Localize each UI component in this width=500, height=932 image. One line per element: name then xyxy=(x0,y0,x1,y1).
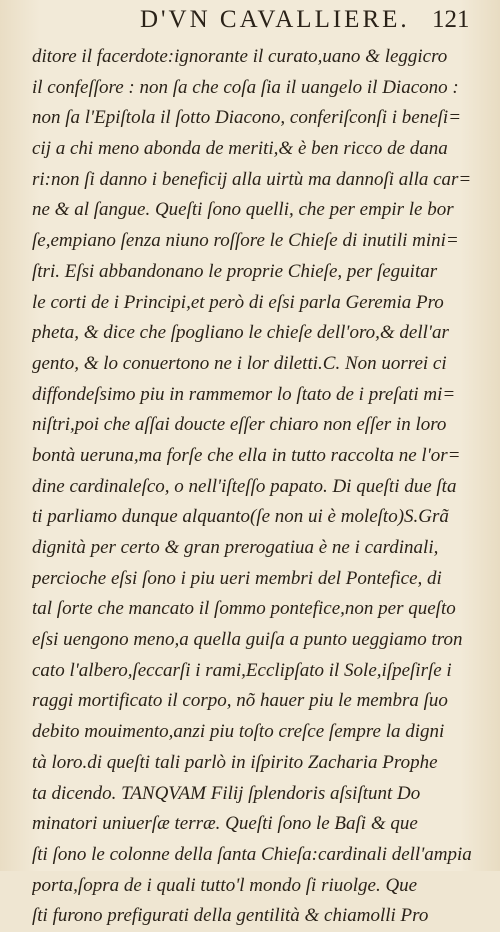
page-number: 121 xyxy=(432,6,470,33)
text-line: tà loro.di queſti tali parlò in iſpirito Zacharia Prophe xyxy=(32,751,438,773)
text-line: minatori uniuerſæ terræ. Queſti ſono le Baſi & que xyxy=(32,813,418,835)
text-line: tal ſorte che mancato il ſommo pontefice,non per queſto xyxy=(32,598,456,620)
text-line: gento, & lo conuertono ne i lor diletti.C. Non uorrei ci xyxy=(32,352,447,374)
text-line: debito mouimento,anzi piu toſto creſce ſempre la digni xyxy=(32,721,445,743)
text-line: ta dicendo. TANQVAM Filij ſplendoris aſsiſtunt Do xyxy=(32,782,421,804)
running-title: D'VN CAVALLIERE. xyxy=(140,6,410,33)
text-line: percioche eſsi ſono i piu ueri membri del Pontefice, di xyxy=(32,567,442,589)
text-line: porta,ſopra de i quali tutto'l mondo ſi riuolge. Que xyxy=(32,874,418,896)
text-line: niſtri,poi che aſſai doucte eſſer chiaro non eſſer in loro xyxy=(32,414,447,436)
page-header xyxy=(0,2,500,36)
text-line: ſtri. Eſsi abbandonano le proprie Chieſe, per ſeguitar xyxy=(32,260,438,282)
text-line: ti parliamo dunque alquanto(ſe non ui è moleſto)S.Grã xyxy=(32,506,449,528)
text-line: le corti de i Principi,et però di eſsi parla Geremia Pro xyxy=(32,291,444,313)
text-line: ne & al ſangue. Queſti ſono quelli, che per empir le bor xyxy=(32,199,454,221)
text-line: dignità per certo & gran prerogatiua è ne i cardinali, xyxy=(32,537,439,558)
text-line: ſe,empiano ſenza niuno roſſore le Chieſe di inutili mini= xyxy=(32,230,459,252)
text-line: il confeſſore : non ſa che coſa ſia il uangelo il Diacono : xyxy=(32,76,459,98)
text-line: cij a chi meno abonda de meriti,& è ben ricco de dana xyxy=(32,138,448,160)
text-line: ſti furono prefigurati della gentilità & chiamolli Pro xyxy=(32,905,429,927)
text-line: bontà ueruna,ma forſe che ella in tutto raccolta ne l'or= xyxy=(32,444,461,466)
text-line: pheta, & dice che ſpogliano le chieſe dell'oro,& dell'ar xyxy=(32,322,449,344)
text-line: cato l'albero,ſeccarſi i rami,Ecclipſato il Sole,iſpeſirſe i xyxy=(32,659,452,681)
text-line: raggi mortificato il corpo, nõ hauer piu le membra ſuo xyxy=(32,690,448,712)
text-line: non ſa l'Epiſtola il ſotto Diacono, conferiſconſi i beneſi= xyxy=(32,107,462,129)
text-line: eſsi uengono meno,a quella guiſa a punto ueggiamo tron xyxy=(32,629,463,651)
text-line: ri:non ſi danno i beneficij alla uirtù ma dannoſi alla car= xyxy=(32,168,472,190)
text-line: ſti ſono le colonne della ſanta Chieſa:cardinali dell'ampia xyxy=(32,843,472,865)
text-line: diffondeſsimo piu in rammemor lo ſtato de i preſati mi= xyxy=(32,383,456,405)
text-line: ditore il facerdote:ignorante il curato,uano & leggicro xyxy=(32,46,448,67)
text-line: dine cardinaleſco, o nell'iſteſſo papato. Di queſti due ſta xyxy=(32,475,457,497)
body-text xyxy=(32,42,478,932)
